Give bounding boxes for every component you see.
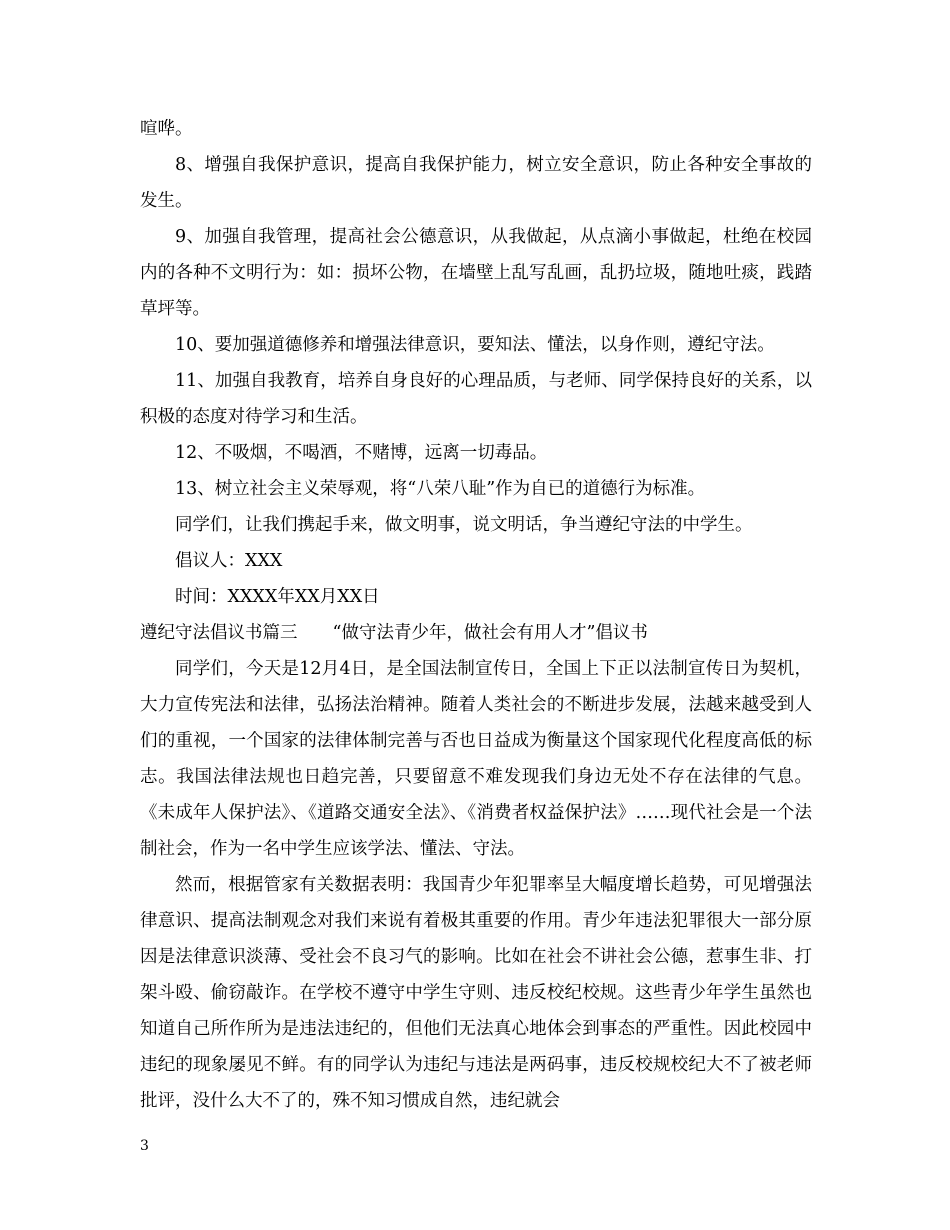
document-body xyxy=(140,111,812,1119)
section-heading: 遵纪守法倡议书篇三 “做守法青少年，做社会有用人才”倡议书 xyxy=(140,623,648,643)
paragraph-item-8: 8、增强自我保护意识，提高自我保护能力，树立安全意识，防止各种安全事故的发生。 xyxy=(140,155,812,211)
paragraph-item-12: 12、不吸烟，不喝酒，不赌博，远离一切毒品。 xyxy=(175,443,548,463)
paragraph-item-13: 13、树立社会主义荣辱观，将“八荣八耻”作为自已的道德行为标准。 xyxy=(175,479,706,499)
page-number: 3 xyxy=(140,1138,149,1154)
signature-initiator: 倡议人：XXX xyxy=(175,551,283,571)
section-paragraph-intro: 同学们，今天是12月4日，是全国法制宣传日，全国上下正以法制宣传日为契机，大力宣传宪法和法律，弘扬法治精神。随着人类社会的不断进步发展，法越来越受到人们的重视，一个国家的法律体制完善与否也日益成为衡量这个国家现代化程度高低的标志。我国法律法规也日趋完善，只要留意不难发现我们身边无处不存在法律的气息。《未成年人保护法》、《道路交通安全法》、《消费者权益保护法》……现代社会是一个法制社会，作为一名中学生应该学法、懂法、守法。 xyxy=(140,659,812,859)
paragraph-closing-call: 同学们，让我们携起手来，做文明事，说文明话，争当遵纪守法的中学生。 xyxy=(175,515,753,535)
paragraph-item-10: 10、要加强道德修养和增强法律意识，要知法、懂法，以身作则，遵纪守法。 xyxy=(175,335,775,355)
paragraph-item-9: 9、加强自我管理，提高社会公德意识，从我做起，从点滴小事做起，杜绝在校园内的各种不文明行为：如：损坏公物，在墙壁上乱写乱画，乱扔垃圾，随地吐痰，践踏草坪等。 xyxy=(140,227,812,319)
paragraph-continuation: 喧哗。 xyxy=(140,119,193,139)
signature-date: 时间：XXXX年XX月XX日 xyxy=(175,587,380,607)
paragraph-item-11: 11、加强自我教育，培养自身良好的心理品质，与老师、同学保持良好的关系，以积极的态度对待学习和生活。 xyxy=(140,371,812,427)
section-paragraph-body: 然而，根据管家有关数据表明：我国青少年犯罪率呈大幅度增长趋势，可见增强法律意识、提高法制观念对我们来说有着极其重要的作用。青少年违法犯罪很大一部分原因是法律意识淡薄、受社会不良习气的影响。比如在社会不讲社会公德，惹事生非、打架斗殴、偷窃敲诈。在学校不遵守中学生守则、违反校纪校规。这些青少年学生虽然也知道自己所作所为是违法违纪的，但他们无法真心地体会到事态的严重性。因此校园中违纪的现象屡见不鲜。有的同学认为违纪与违法是两码事，违反校规校纪大不了被老师批评，没什么大不了的，殊不知习惯成自然，违纪就会 xyxy=(140,875,812,1111)
